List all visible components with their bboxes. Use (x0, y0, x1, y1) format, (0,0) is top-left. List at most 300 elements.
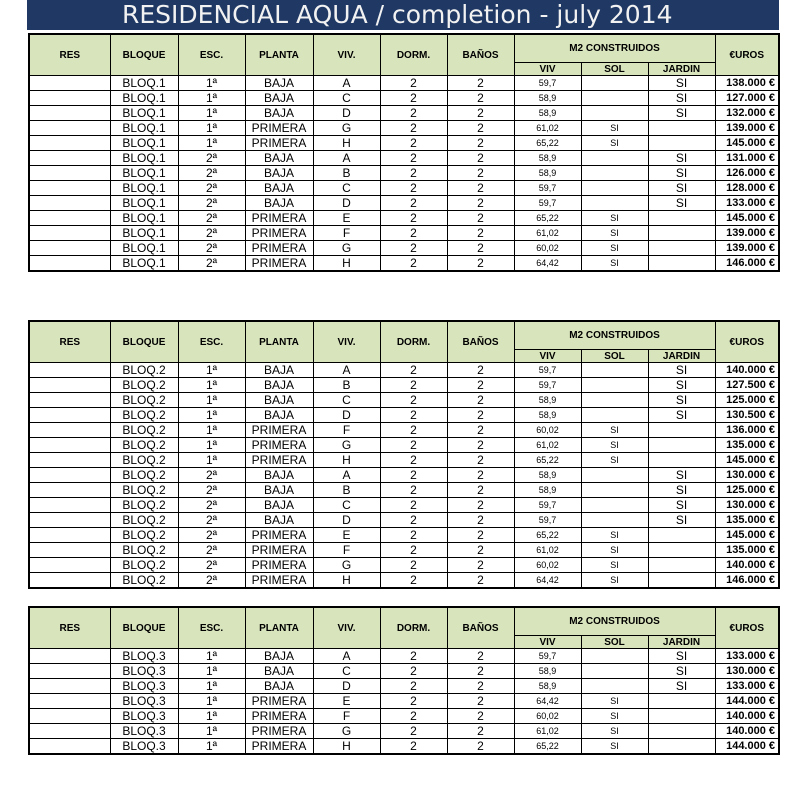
cell-dorm: 2 (380, 573, 447, 589)
cell-jardin (648, 709, 715, 724)
header-res: RES (29, 607, 110, 649)
cell-dorm: 2 (380, 91, 447, 106)
table-row (29, 423, 779, 438)
cell-viv: F (313, 543, 380, 558)
cell-m2viv: 58,9 (514, 91, 581, 106)
header-euros: €UROS (715, 321, 779, 363)
cell-dorm: 2 (380, 423, 447, 438)
cell-res (29, 679, 110, 694)
table-row (29, 76, 779, 91)
header-m2-jardin: JARDIN (648, 350, 715, 363)
cell-res (29, 664, 110, 679)
cell-dorm: 2 (380, 181, 447, 196)
cell-viv: B (313, 166, 380, 181)
table-row (29, 664, 779, 679)
table-row (29, 528, 779, 543)
cell-viv: H (313, 573, 380, 589)
cell-jardin: SI (648, 498, 715, 513)
cell-banos: 2 (447, 513, 514, 528)
cell-bloque: BLOQ.1 (110, 181, 178, 196)
table-row (29, 558, 779, 573)
cell-dorm: 2 (380, 378, 447, 393)
cell-planta: PRIMERA (245, 241, 313, 256)
cell-jardin: SI (648, 363, 715, 378)
table-row (29, 709, 779, 724)
cell-m2viv: 59,7 (514, 378, 581, 393)
cell-planta: BAJA (245, 181, 313, 196)
cell-bloque: BLOQ.3 (110, 679, 178, 694)
cell-sol: SI (581, 694, 648, 709)
cell-bloque: BLOQ.1 (110, 121, 178, 136)
header-m2-sol: SOL (581, 636, 648, 649)
price-table-1 (28, 33, 780, 272)
cell-euros: 135.000 € (715, 438, 779, 453)
cell-m2viv: 59,7 (514, 363, 581, 378)
cell-planta: PRIMERA (245, 256, 313, 272)
cell-euros: 140.000 € (715, 724, 779, 739)
cell-bloque: BLOQ.1 (110, 211, 178, 226)
cell-banos: 2 (447, 241, 514, 256)
table-row (29, 483, 779, 498)
header-bloque: BLOQUE (110, 321, 178, 363)
cell-banos: 2 (447, 543, 514, 558)
cell-bloque: BLOQ.2 (110, 393, 178, 408)
cell-banos: 2 (447, 393, 514, 408)
cell-bloque: BLOQ.3 (110, 694, 178, 709)
cell-bloque: BLOQ.3 (110, 664, 178, 679)
cell-sol: SI (581, 453, 648, 468)
cell-euros: 131.000 € (715, 151, 779, 166)
cell-planta: BAJA (245, 513, 313, 528)
cell-bloque: BLOQ.3 (110, 724, 178, 739)
cell-sol (581, 196, 648, 211)
cell-viv: E (313, 211, 380, 226)
cell-esc: 2ª (178, 513, 245, 528)
cell-bloque: BLOQ.2 (110, 363, 178, 378)
cell-esc: 1ª (178, 76, 245, 91)
header-viv: VIV. (313, 34, 380, 76)
cell-viv: G (313, 558, 380, 573)
header-esc: ESC. (178, 34, 245, 76)
cell-dorm: 2 (380, 76, 447, 91)
cell-planta: PRIMERA (245, 709, 313, 724)
cell-m2viv: 65,22 (514, 453, 581, 468)
cell-m2viv: 59,7 (514, 76, 581, 91)
cell-dorm: 2 (380, 256, 447, 272)
cell-viv: F (313, 709, 380, 724)
cell-viv: D (313, 106, 380, 121)
cell-bloque: BLOQ.1 (110, 106, 178, 121)
cell-res (29, 694, 110, 709)
header-esc: ESC. (178, 607, 245, 649)
cell-viv: C (313, 498, 380, 513)
cell-euros: 126.000 € (715, 166, 779, 181)
header-viv: VIV. (313, 321, 380, 363)
cell-res (29, 408, 110, 423)
cell-sol (581, 106, 648, 121)
cell-esc: 1ª (178, 438, 245, 453)
cell-esc: 1ª (178, 724, 245, 739)
table-row (29, 136, 779, 151)
cell-bloque: BLOQ.3 (110, 649, 178, 664)
cell-planta: BAJA (245, 649, 313, 664)
cell-dorm: 2 (380, 513, 447, 528)
cell-banos: 2 (447, 453, 514, 468)
cell-esc: 1ª (178, 709, 245, 724)
cell-bloque: BLOQ.1 (110, 241, 178, 256)
cell-viv: H (313, 256, 380, 272)
cell-sol (581, 513, 648, 528)
cell-res (29, 483, 110, 498)
cell-planta: BAJA (245, 664, 313, 679)
cell-jardin (648, 423, 715, 438)
cell-banos: 2 (447, 694, 514, 709)
cell-esc: 2ª (178, 226, 245, 241)
cell-euros: 136.000 € (715, 423, 779, 438)
cell-jardin: SI (648, 664, 715, 679)
cell-m2viv: 58,9 (514, 151, 581, 166)
cell-banos: 2 (447, 573, 514, 589)
cell-euros: 130.000 € (715, 498, 779, 513)
cell-euros: 145.000 € (715, 528, 779, 543)
cell-sol (581, 91, 648, 106)
cell-esc: 1ª (178, 694, 245, 709)
cell-bloque: BLOQ.1 (110, 256, 178, 272)
cell-jardin: SI (648, 91, 715, 106)
cell-res (29, 106, 110, 121)
table-row (29, 393, 779, 408)
cell-planta: PRIMERA (245, 724, 313, 739)
cell-m2viv: 59,7 (514, 649, 581, 664)
cell-sol (581, 393, 648, 408)
cell-viv: G (313, 121, 380, 136)
price-table-3 (28, 606, 780, 755)
cell-banos: 2 (447, 483, 514, 498)
cell-res (29, 468, 110, 483)
cell-esc: 1ª (178, 408, 245, 423)
cell-m2viv: 61,02 (514, 543, 581, 558)
cell-dorm: 2 (380, 468, 447, 483)
cell-planta: BAJA (245, 393, 313, 408)
cell-euros: 145.000 € (715, 453, 779, 468)
cell-res (29, 363, 110, 378)
header-banos: BAÑOS (447, 607, 514, 649)
cell-m2viv: 58,9 (514, 679, 581, 694)
table-row (29, 438, 779, 453)
cell-dorm: 2 (380, 558, 447, 573)
cell-dorm: 2 (380, 226, 447, 241)
cell-jardin: SI (648, 513, 715, 528)
cell-jardin: SI (648, 181, 715, 196)
cell-esc: 1ª (178, 393, 245, 408)
cell-m2viv: 58,9 (514, 664, 581, 679)
cell-banos: 2 (447, 76, 514, 91)
cell-banos: 2 (447, 363, 514, 378)
cell-jardin (648, 724, 715, 739)
cell-planta: BAJA (245, 408, 313, 423)
cell-sol (581, 498, 648, 513)
cell-m2viv: 58,9 (514, 106, 581, 121)
table-row (29, 211, 779, 226)
cell-euros: 138.000 € (715, 76, 779, 91)
cell-m2viv: 60,02 (514, 241, 581, 256)
table-row (29, 181, 779, 196)
cell-esc: 2ª (178, 151, 245, 166)
cell-m2viv: 60,02 (514, 709, 581, 724)
cell-banos: 2 (447, 151, 514, 166)
cell-m2viv: 59,7 (514, 498, 581, 513)
cell-jardin: SI (648, 483, 715, 498)
cell-dorm: 2 (380, 709, 447, 724)
cell-euros: 127.000 € (715, 91, 779, 106)
cell-planta: BAJA (245, 76, 313, 91)
cell-res (29, 543, 110, 558)
cell-m2viv: 65,22 (514, 528, 581, 543)
cell-m2viv: 65,22 (514, 136, 581, 151)
cell-jardin (648, 739, 715, 755)
cell-viv: D (313, 513, 380, 528)
cell-planta: BAJA (245, 151, 313, 166)
cell-planta: PRIMERA (245, 558, 313, 573)
cell-dorm: 2 (380, 724, 447, 739)
cell-sol: SI (581, 558, 648, 573)
cell-euros: 146.000 € (715, 573, 779, 589)
cell-res (29, 181, 110, 196)
cell-planta: PRIMERA (245, 211, 313, 226)
cell-planta: BAJA (245, 498, 313, 513)
cell-esc: 2ª (178, 483, 245, 498)
cell-esc: 2ª (178, 558, 245, 573)
cell-viv: A (313, 468, 380, 483)
cell-jardin: SI (648, 679, 715, 694)
table-row (29, 106, 779, 121)
cell-res (29, 739, 110, 755)
cell-banos: 2 (447, 558, 514, 573)
cell-euros: 127.500 € (715, 378, 779, 393)
table-row (29, 453, 779, 468)
cell-euros: 130.000 € (715, 468, 779, 483)
header-bloque: BLOQUE (110, 34, 178, 76)
cell-planta: PRIMERA (245, 136, 313, 151)
cell-sol: SI (581, 543, 648, 558)
cell-euros: 144.000 € (715, 694, 779, 709)
cell-jardin: SI (648, 196, 715, 211)
cell-res (29, 378, 110, 393)
table-row (29, 724, 779, 739)
cell-viv: C (313, 664, 380, 679)
header-m2-jardin: JARDIN (648, 636, 715, 649)
cell-jardin: SI (648, 151, 715, 166)
cell-sol: SI (581, 528, 648, 543)
cell-m2viv: 58,9 (514, 393, 581, 408)
header-bloque: BLOQUE (110, 607, 178, 649)
table-row (29, 378, 779, 393)
cell-dorm: 2 (380, 151, 447, 166)
cell-res (29, 151, 110, 166)
cell-esc: 2ª (178, 528, 245, 543)
cell-m2viv: 61,02 (514, 226, 581, 241)
cell-bloque: BLOQ.2 (110, 423, 178, 438)
header-banos: BAÑOS (447, 321, 514, 363)
cell-banos: 2 (447, 378, 514, 393)
cell-sol: SI (581, 739, 648, 755)
cell-planta: PRIMERA (245, 543, 313, 558)
cell-banos: 2 (447, 136, 514, 151)
table-row (29, 408, 779, 423)
cell-sol (581, 151, 648, 166)
cell-bloque: BLOQ.2 (110, 543, 178, 558)
table-row (29, 468, 779, 483)
cell-banos: 2 (447, 423, 514, 438)
cell-dorm: 2 (380, 543, 447, 558)
table-row (29, 739, 779, 755)
cell-dorm: 2 (380, 438, 447, 453)
price-table-2 (28, 320, 780, 589)
cell-viv: A (313, 363, 380, 378)
cell-euros: 139.000 € (715, 226, 779, 241)
cell-bloque: BLOQ.2 (110, 498, 178, 513)
cell-res (29, 256, 110, 272)
cell-sol (581, 649, 648, 664)
cell-res (29, 136, 110, 151)
cell-banos: 2 (447, 211, 514, 226)
cell-planta: PRIMERA (245, 573, 313, 589)
header-planta: PLANTA (245, 321, 313, 363)
cell-sol (581, 363, 648, 378)
table-row (29, 196, 779, 211)
cell-banos: 2 (447, 679, 514, 694)
cell-esc: 2ª (178, 181, 245, 196)
table-row (29, 363, 779, 378)
cell-viv: F (313, 226, 380, 241)
cell-dorm: 2 (380, 483, 447, 498)
cell-planta: BAJA (245, 166, 313, 181)
cell-m2viv: 64,42 (514, 256, 581, 272)
header-esc: ESC. (178, 321, 245, 363)
cell-banos: 2 (447, 468, 514, 483)
cell-planta: BAJA (245, 378, 313, 393)
cell-euros: 125.000 € (715, 393, 779, 408)
cell-planta: BAJA (245, 468, 313, 483)
cell-jardin: SI (648, 408, 715, 423)
cell-esc: 1ª (178, 649, 245, 664)
cell-jardin (648, 573, 715, 589)
cell-planta: PRIMERA (245, 226, 313, 241)
header-dorm: DORM. (380, 34, 447, 76)
cell-jardin (648, 226, 715, 241)
cell-esc: 2ª (178, 256, 245, 272)
header-m2-construidos: M2 CONSTRUIDOS (514, 321, 715, 350)
cell-banos: 2 (447, 438, 514, 453)
cell-sol: SI (581, 423, 648, 438)
cell-res (29, 528, 110, 543)
cell-dorm: 2 (380, 166, 447, 181)
table-row (29, 151, 779, 166)
cell-viv: A (313, 649, 380, 664)
cell-esc: 1ª (178, 106, 245, 121)
header-planta: PLANTA (245, 607, 313, 649)
cell-planta: PRIMERA (245, 438, 313, 453)
cell-bloque: BLOQ.1 (110, 136, 178, 151)
cell-bloque: BLOQ.2 (110, 558, 178, 573)
cell-sol: SI (581, 256, 648, 272)
cell-jardin (648, 528, 715, 543)
cell-euros: 140.000 € (715, 363, 779, 378)
cell-sol (581, 76, 648, 91)
header-m2-viv: VIV (514, 63, 581, 76)
cell-m2viv: 65,22 (514, 739, 581, 755)
cell-sol (581, 468, 648, 483)
cell-euros: 132.000 € (715, 106, 779, 121)
cell-banos: 2 (447, 91, 514, 106)
cell-sol: SI (581, 121, 648, 136)
cell-dorm: 2 (380, 453, 447, 468)
cell-dorm: 2 (380, 649, 447, 664)
cell-viv: E (313, 694, 380, 709)
cell-esc: 2ª (178, 211, 245, 226)
cell-bloque: BLOQ.2 (110, 483, 178, 498)
cell-m2viv: 60,02 (514, 558, 581, 573)
cell-res (29, 166, 110, 181)
cell-viv: H (313, 739, 380, 755)
cell-sol: SI (581, 241, 648, 256)
cell-esc: 2ª (178, 468, 245, 483)
cell-jardin (648, 453, 715, 468)
cell-jardin (648, 543, 715, 558)
cell-euros: 145.000 € (715, 211, 779, 226)
cell-sol: SI (581, 211, 648, 226)
cell-planta: PRIMERA (245, 121, 313, 136)
cell-m2viv: 58,9 (514, 483, 581, 498)
cell-jardin: SI (648, 166, 715, 181)
cell-dorm: 2 (380, 528, 447, 543)
cell-res (29, 226, 110, 241)
cell-esc: 2ª (178, 498, 245, 513)
cell-res (29, 196, 110, 211)
cell-sol (581, 679, 648, 694)
cell-bloque: BLOQ.2 (110, 408, 178, 423)
cell-viv: C (313, 393, 380, 408)
cell-esc: 1ª (178, 363, 245, 378)
cell-planta: PRIMERA (245, 739, 313, 755)
cell-viv: C (313, 181, 380, 196)
table-row (29, 166, 779, 181)
cell-jardin (648, 558, 715, 573)
cell-euros: 146.000 € (715, 256, 779, 272)
cell-res (29, 393, 110, 408)
cell-planta: PRIMERA (245, 528, 313, 543)
cell-viv: B (313, 378, 380, 393)
cell-esc: 1ª (178, 664, 245, 679)
cell-euros: 140.000 € (715, 709, 779, 724)
cell-dorm: 2 (380, 106, 447, 121)
header-m2-jardin: JARDIN (648, 63, 715, 76)
cell-esc: 2ª (178, 196, 245, 211)
cell-banos: 2 (447, 226, 514, 241)
cell-sol: SI (581, 438, 648, 453)
cell-m2viv: 58,9 (514, 468, 581, 483)
cell-euros: 140.000 € (715, 558, 779, 573)
table-row (29, 513, 779, 528)
cell-banos: 2 (447, 256, 514, 272)
cell-m2viv: 59,7 (514, 513, 581, 528)
cell-euros: 144.000 € (715, 739, 779, 755)
cell-m2viv: 64,42 (514, 573, 581, 589)
cell-planta: PRIMERA (245, 423, 313, 438)
cell-sol (581, 181, 648, 196)
header-viv: VIV. (313, 607, 380, 649)
cell-res (29, 241, 110, 256)
